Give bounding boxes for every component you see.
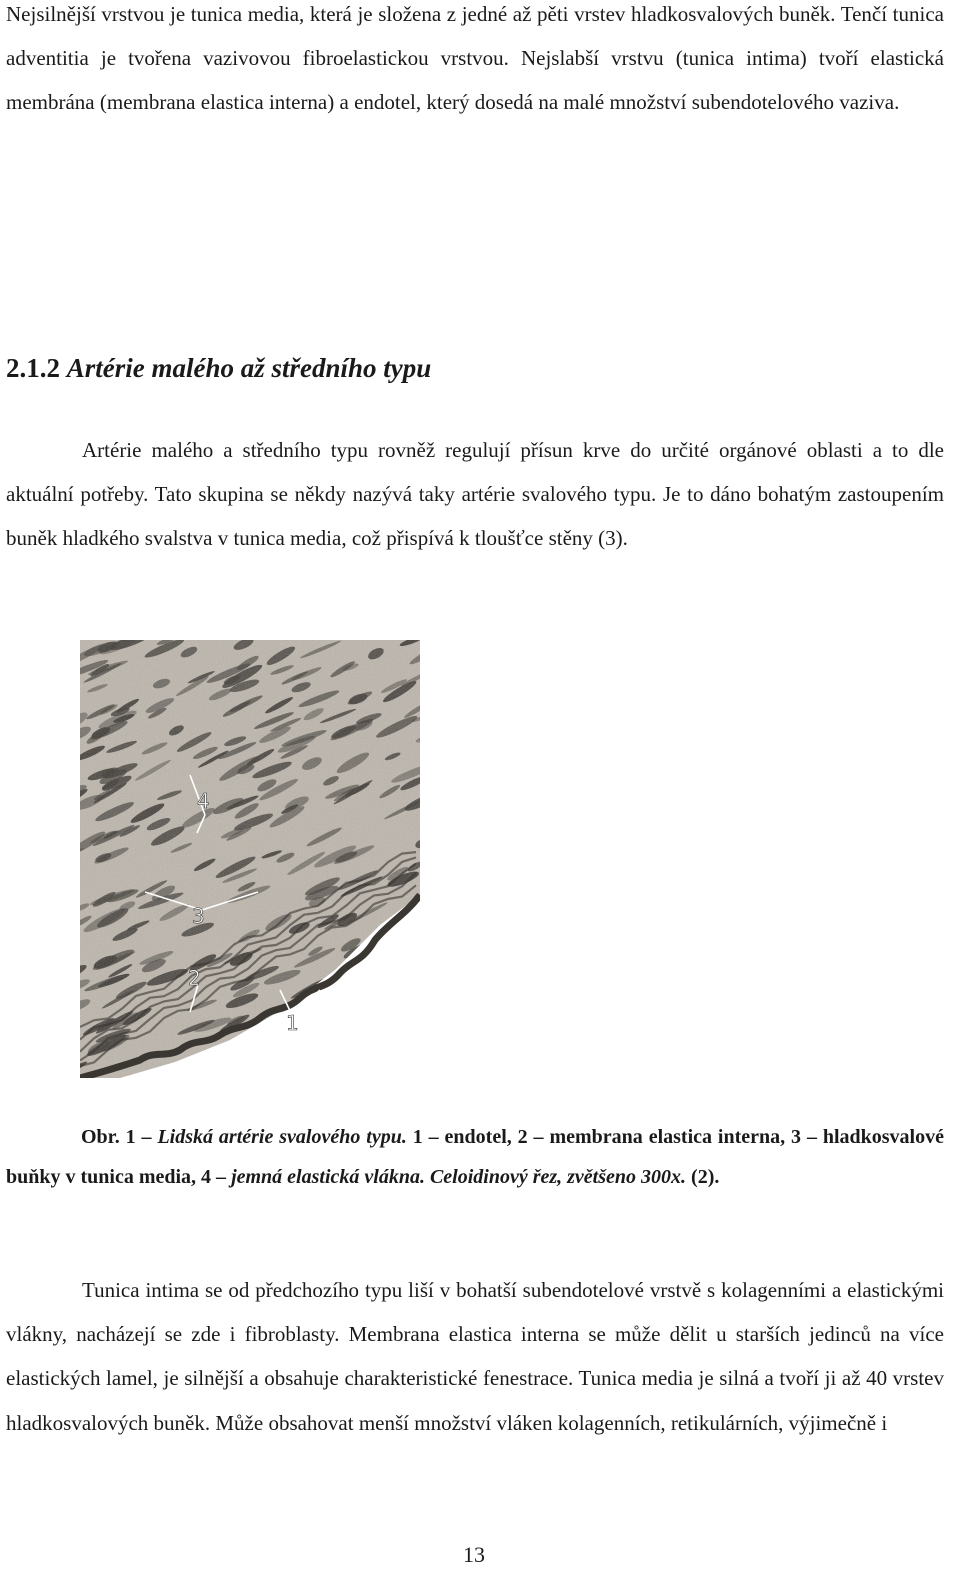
figure-caption bbox=[6, 1117, 944, 1197]
page-number: 13 bbox=[463, 1542, 485, 1567]
caption-obr: Obr. 1 bbox=[81, 1126, 136, 1148]
paragraph-tunica-layers: Nejsilnější vrstvou je tunica media, která je složena z jedné až pěti vrstev hladkosvalových buněk. Tenčí tunica adventitia je tvořena vazivovou fibroelastickou vrstvou. Nejslabší vrstvu (tunica intima) tvoří elastická membrána (membrana elastica interna) a endotel, který dosedá na malé množství subendotelového vaziva. bbox=[6, 2, 944, 115]
section-heading bbox=[6, 348, 431, 388]
caption-reference: (2). bbox=[686, 1166, 720, 1188]
histology-figure bbox=[80, 640, 420, 1078]
label-3: 3 bbox=[192, 904, 205, 928]
paragraph-tunica-intima: Tunica intima se od předchozího typu liší v bohatší subendotelové vrstvě s kolagenními a elastickými vlákny, nacházejí se zde i fibroblasty. Membrana elastica interna se může dělit u starších jedinců na více elastických lamel, je silnější a obsahuje charakteristické fenestrace. Tunica media je silná a tvoří ji až 40 vrstev hladkosvalových buněk. Může obsahovat menší množství vláken kolagenních, retikulárních, výjimečně i bbox=[6, 1278, 944, 1435]
section-number: 2.1.2 bbox=[6, 353, 60, 383]
section-title: Artérie malého až středního typu bbox=[66, 353, 432, 383]
paragraph-artery-intro: Artérie malého a středního typu rovněž regulují přísun krve do určité orgánové oblasti a to dle aktuální potřeby. Tato skupina se někdy nazývá taky artérie svalového typu. Je to dáno bohatým zastoupením buněk hladkého svalstva v tunica media, což přispívá k tloušťce stěny (3). bbox=[6, 438, 944, 551]
label-1: 1 bbox=[286, 1011, 299, 1035]
caption-dash: – bbox=[135, 1126, 158, 1148]
caption-title: Lidská artérie svalového typu. bbox=[157, 1126, 407, 1148]
caption-legend-italic: jemná elastická vlákna. Celoidinový řez, zvětšeno 300x. bbox=[231, 1166, 687, 1188]
micrograph-image bbox=[80, 640, 420, 1078]
label-2: 2 bbox=[188, 966, 201, 990]
label-4: 4 bbox=[197, 789, 210, 813]
caption-legend: 1 – endotel, 2 – membrana elastica interna, 3 – hladkosvalové buňky v tunica media, 4 – bbox=[6, 1126, 944, 1188]
